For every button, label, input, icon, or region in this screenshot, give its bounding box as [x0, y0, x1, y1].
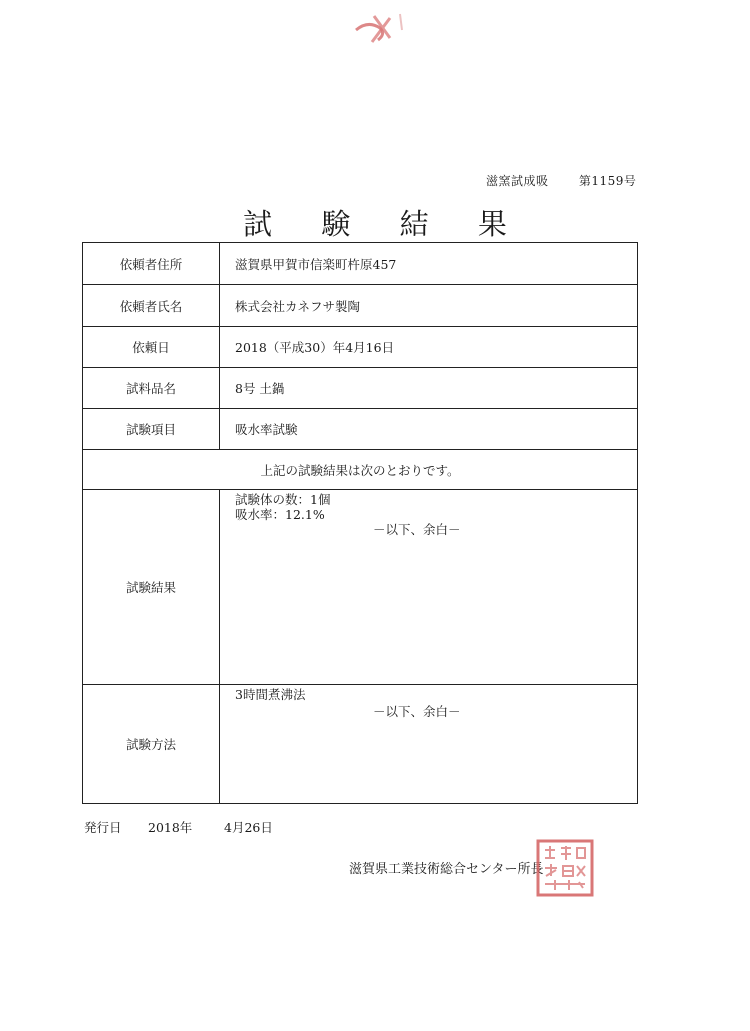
results-line: 試験体の数：1個 [235, 492, 331, 507]
row-label: 依頼者住所 [83, 243, 220, 284]
document-serial-number: 第1159号 [578, 174, 637, 188]
results-table [82, 242, 638, 804]
row-value: 8号 土鍋 [235, 381, 285, 396]
document-number [486, 172, 636, 189]
table-row [83, 243, 637, 285]
row-value: 吸水率試験 [235, 422, 298, 437]
table-row [83, 285, 637, 327]
table-row [83, 368, 637, 409]
method-line: 3時間煮沸法 [235, 687, 306, 702]
results-label: 試験結果 [83, 490, 220, 684]
row-label: 依頼日 [83, 327, 220, 367]
row-value: 2018（平成30）年4月16日 [235, 340, 395, 355]
row-value: 株式会社カネフサ製陶 [235, 298, 361, 314]
method-row [83, 685, 637, 803]
row-value: 滋賀県甲賀市信楽町杵原457 [235, 256, 397, 272]
method-label: 試験方法 [83, 685, 220, 803]
table-row [83, 327, 637, 368]
issue-year: 2018年 [148, 820, 193, 835]
seal-stamp-fragment [350, 8, 410, 48]
issue-date [84, 818, 273, 836]
row-label: 依頼者氏名 [83, 285, 220, 326]
issuer-name: 滋賀県工業技術総合センター所長 [349, 862, 544, 877]
method-lines [235, 687, 305, 702]
row-label: 試料品名 [83, 368, 220, 408]
table-row [83, 409, 637, 450]
results-line: 吸水率：12.1% [235, 507, 325, 522]
results-lines [235, 492, 330, 522]
issue-date-label: 発行日 [84, 820, 122, 835]
results-row [83, 490, 637, 685]
results-remainder: －以下、余白－ [373, 522, 461, 537]
notice-row [83, 450, 637, 490]
document-title: 試 験 結 果 [243, 207, 527, 241]
row-label: 試験項目 [83, 409, 220, 449]
issue-month-day: 4月26日 [224, 820, 273, 835]
notice-text: 上記の試験結果は次のとおりです。 [260, 462, 460, 478]
document-org-code: 滋窯試成吸 [486, 174, 549, 188]
official-seal [535, 838, 595, 898]
method-remainder: －以下、余白－ [373, 704, 461, 719]
